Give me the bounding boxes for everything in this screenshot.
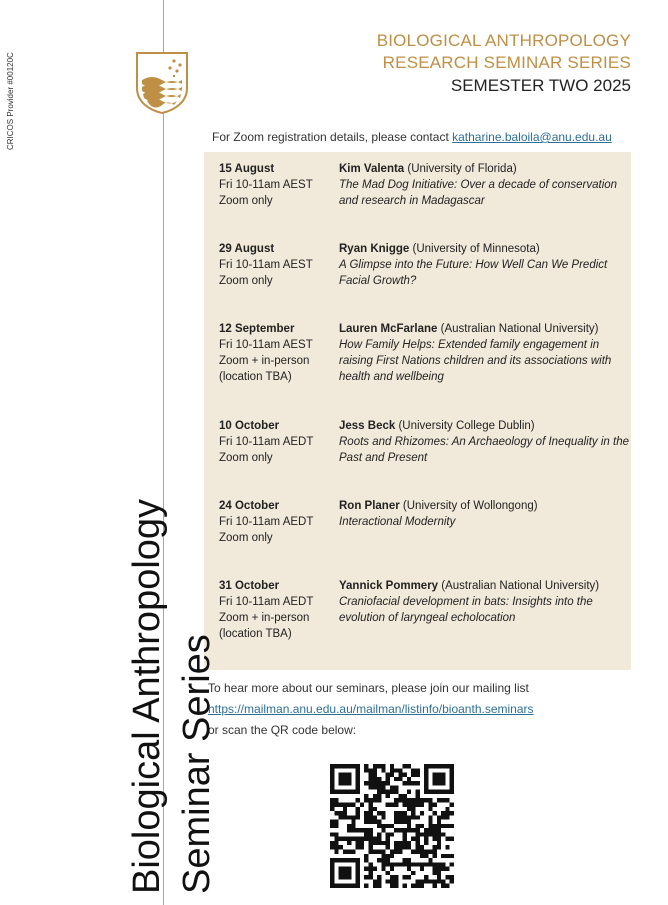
qr-code-image[interactable] [330, 764, 454, 888]
event-affiliation: (University of Wollongong) [399, 500, 538, 512]
event-date: 12 September [219, 323, 295, 335]
event-affiliation: (University of Minnesota) [409, 243, 540, 255]
event-time: Fri 10-11am AEDT [219, 436, 314, 448]
event-details [339, 241, 631, 289]
event-talk-title: The Mad Dog Initiative: Over a decade of conservation and research in Madagascar [339, 179, 618, 207]
event-when [219, 578, 334, 642]
event-date: 15 August [219, 163, 275, 175]
event-mode: Zoom + in-person [219, 355, 310, 367]
event-date: 29 August [219, 243, 275, 255]
event-time: Fri 10-11am AEST [219, 179, 313, 191]
side-title [122, 499, 222, 894]
event-speaker: Kim Valenta [339, 163, 405, 175]
event-when [219, 498, 334, 546]
event-speaker: Ryan Knigge [339, 243, 410, 255]
event-when [219, 418, 334, 466]
event-when [219, 241, 334, 289]
event-speaker: Ron Planer [339, 500, 400, 512]
event-mode: Zoom only [219, 532, 273, 544]
series-header [377, 30, 631, 98]
contact-line [212, 130, 612, 144]
event-details [339, 418, 631, 466]
event-time: Fri 10-11am AEST [219, 259, 313, 271]
event-location: (location TBA) [219, 628, 292, 640]
event-mode: Zoom only [219, 195, 273, 207]
header-semester: SEMESTER TWO 2025 [450, 76, 631, 95]
side-title-line-2: Seminar Series [176, 634, 218, 894]
event-details [339, 321, 631, 385]
mailing-list-link[interactable]: https://mailman.anu.edu.au/mailman/listinfo/bioanth.seminars [208, 702, 534, 716]
header-line-1: BIOLOGICAL ANTHROPOLOGY [376, 31, 631, 50]
event-location: (location TBA) [219, 371, 292, 383]
event-mode: Zoom + in-person [219, 612, 310, 624]
seminar-schedule [204, 152, 631, 670]
mailing-list-info [208, 678, 534, 741]
event-affiliation: (Australian National University) [437, 323, 599, 335]
event-details [339, 161, 631, 209]
event-date: 24 October [219, 500, 280, 512]
event-date: 31 October [219, 580, 280, 592]
cricos-provider-text: CRICOS Provider #00120C [6, 52, 15, 150]
event-when [219, 321, 334, 385]
event-time: Fri 10-11am AEST [219, 339, 313, 351]
event-when [219, 161, 334, 209]
event-speaker: Lauren McFarlane [339, 323, 438, 335]
event-details [339, 498, 631, 530]
event-mode: Zoom only [219, 452, 273, 464]
side-title-line-1: Biological Anthropology [126, 498, 168, 894]
event-talk-title: How Family Helps: Extended family engagement in raising First Nations children and its associations with health and wellbeing [339, 339, 612, 383]
qr-instruction: or scan the QR code below: [208, 723, 357, 737]
header-line-2: RESEARCH SEMINAR SERIES [382, 53, 631, 72]
event-talk-title: Craniofacial development in bats: Insights into the evolution of laryngeal echolocation [339, 596, 593, 624]
event-talk-title: Interactional Modernity [339, 516, 456, 528]
event-time: Fri 10-11am AEDT [219, 516, 314, 528]
event-speaker: Yannick Pommery [339, 580, 439, 592]
anu-crest-logo [134, 50, 190, 114]
mailing-intro: To hear more about our seminars, please join our mailing list [208, 681, 529, 695]
event-talk-title: A Glimpse into the Future: How Well Can We Predict Facial Growth? [339, 259, 608, 287]
event-details [339, 578, 631, 626]
event-mode: Zoom only [219, 275, 273, 287]
event-speaker: Jess Beck [339, 420, 396, 432]
contact-text: For Zoom registration details, please contact [212, 130, 453, 144]
event-affiliation: (University College Dublin) [395, 420, 535, 432]
event-date: 10 October [219, 420, 280, 432]
event-affiliation: (Australian National University) [438, 580, 600, 592]
contact-email-link[interactable]: katharine.baloila@anu.edu.au [452, 130, 612, 144]
event-affiliation: (University of Florida) [404, 163, 517, 175]
event-talk-title: Roots and Rhizomes: An Archaeology of Inequality in the Past and Present [339, 436, 630, 464]
event-time: Fri 10-11am AEDT [219, 596, 314, 608]
